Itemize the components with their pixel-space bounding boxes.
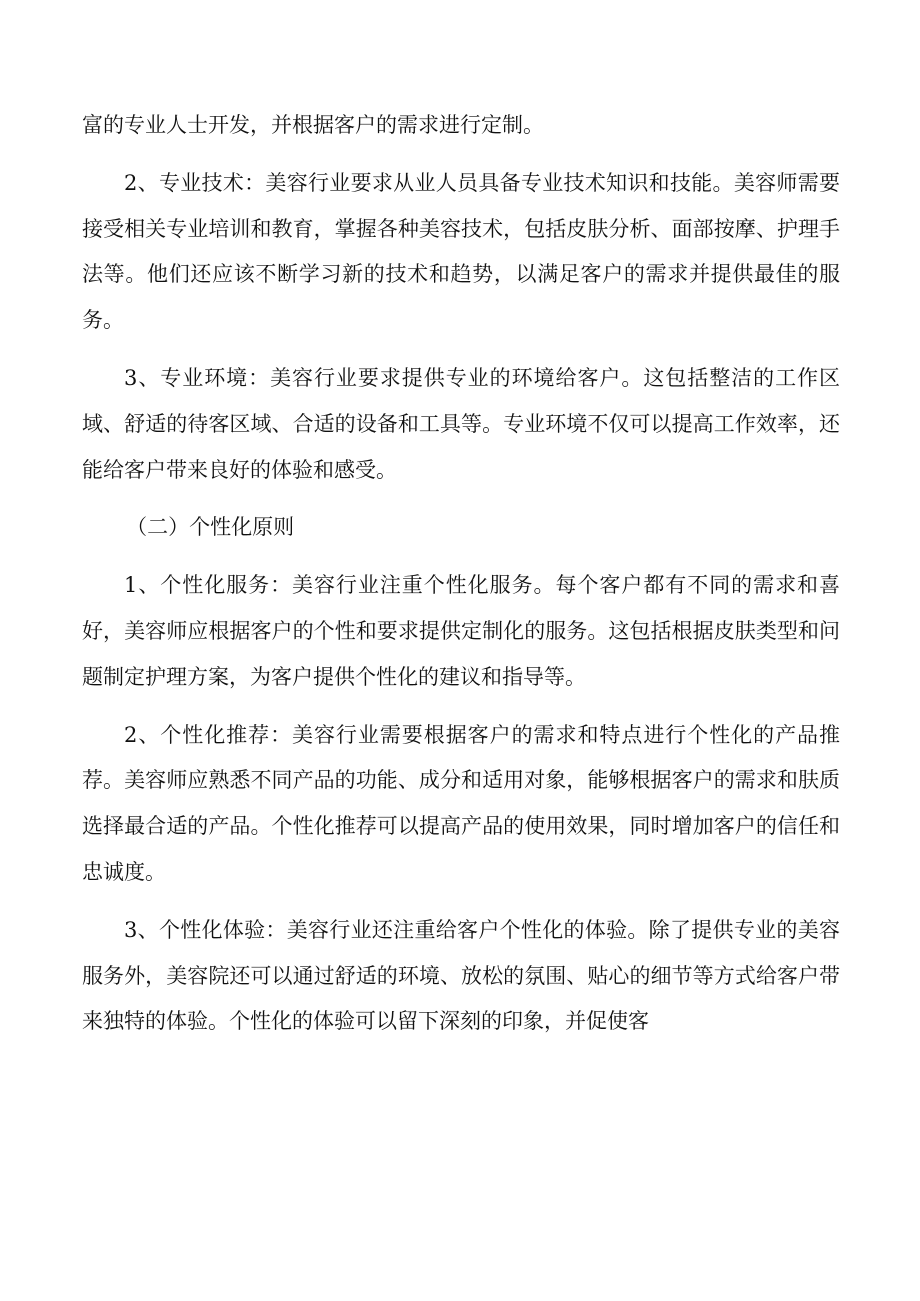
section-heading-personalization: （二）个性化原则 xyxy=(126,515,295,540)
paragraph-personalized-recommendation: 2、个性化推荐：美容行业需要根据客户的需求和特点进行个性化的产品推荐。美容师应熟悉不同产品的功能、成分和适用对象，能够根据客户的需求和肤质选择最合适的产品。个性化推荐可以提高产品的使用效果，同时增加客户的信任和忠诚度。 xyxy=(82,722,840,884)
paragraph-professional-skills: 2、专业技术：美容行业要求从业人员具备专业技术知识和技能。美容师需要接受相关专业培训和教育，掌握各种美容技术，包括皮肤分析、面部按摩、护理手法等。他们还应该不断学习新的技术和趋势，以满足客户的需求并提供最佳的服务。 xyxy=(82,170,840,333)
paragraph-personalized-experience: 3、个性化体验：美容行业还注重给客户个性化的体验。除了提供专业的美容服务外，美容院还可以通过舒适的环境、放松的氛围、贴心的细节等方式给客户带来独特的体验。个性化的体验可以留下深刻的印象，并促使客 xyxy=(82,917,840,1034)
paragraph-professional-environment: 3、专业环境：美容行业要求提供专业的环境给客户。这包括整洁的工作区域、舒适的待客区域、合适的设备和工具等。专业环境不仅可以提高工作效率，还能给客户带来良好的体验和感受。 xyxy=(82,365,840,482)
paragraph-continuation: 富的专业人士开发，并根据客户的需求进行定制。 xyxy=(82,113,544,137)
paragraph-personalized-service: 1、个性化服务：美容行业注重个性化服务。每个客户都有不同的需求和喜好，美容师应根据客户的个性和要求提供定制化的服务。这包括根据皮肤类型和问题制定护理方案，为客户提供个性化的建议和指导等。 xyxy=(82,573,840,689)
document-body xyxy=(82,103,840,1057)
